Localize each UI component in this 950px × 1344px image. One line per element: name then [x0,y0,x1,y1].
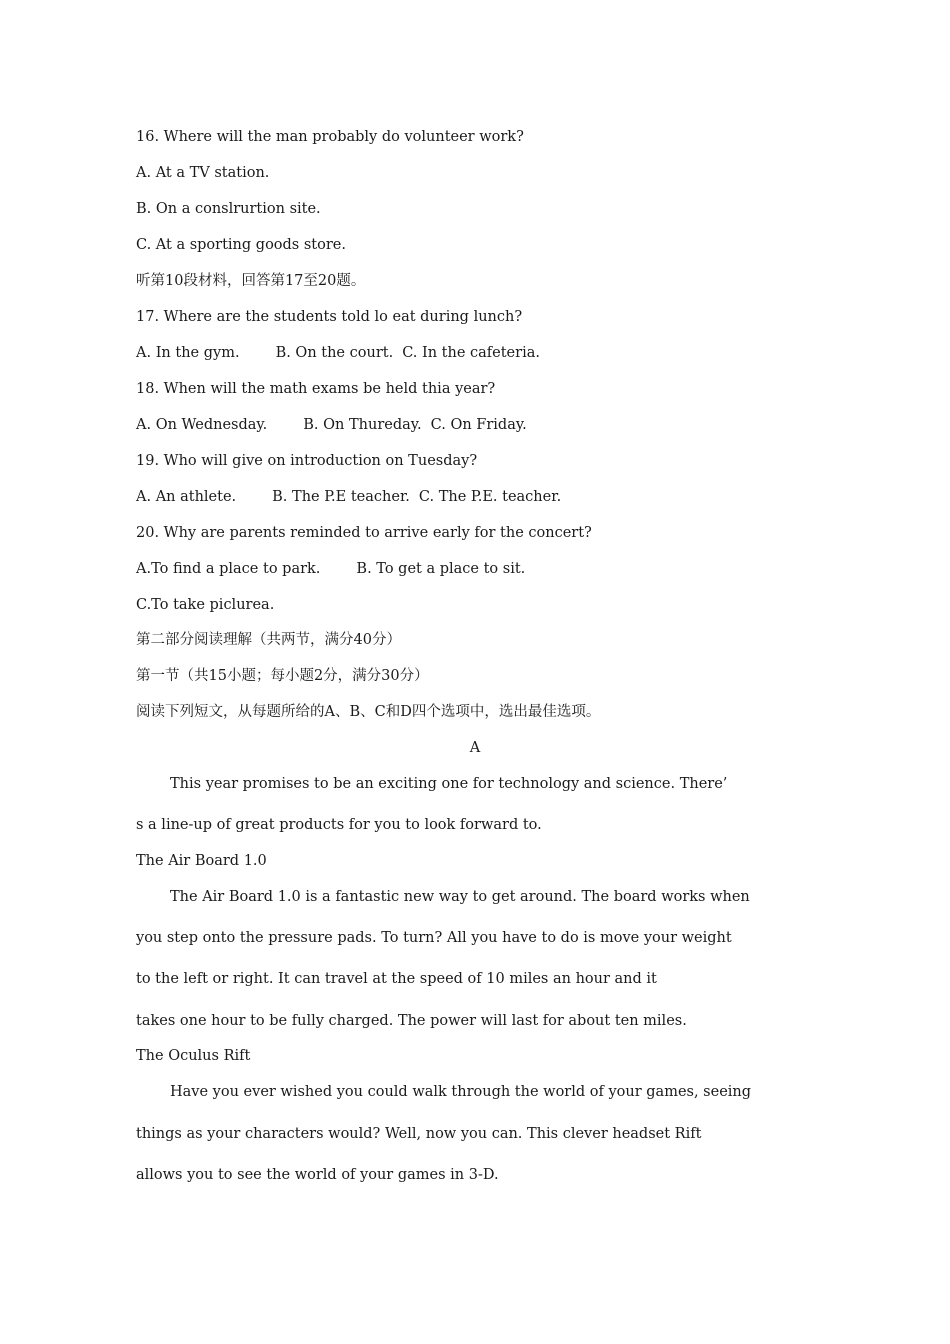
q19-options [136,487,561,507]
passage-letter: A [469,740,481,756]
product1-line-1: The Air Board 1.0 is a fantastic new way to get around. The board works when [170,889,750,905]
q16-question: 16. Where will the man probably do volunteer work? [136,129,524,145]
reading-section-heading: 第一节（共15小题；每小题2分，满分30分） [136,668,429,684]
q18-option-b: B. On Thureday. [303,417,422,433]
q20-option-c: C.To take piclurea. [136,597,275,613]
q17-option-b: B. On the court. [275,345,394,361]
q17-option-a: A. In the gym. [136,345,240,361]
q17-options [136,343,540,363]
q18-question: 18. When will the math exams be held thia year? [136,381,496,397]
q17-option-c: C. In the cafeteria. [402,345,540,361]
q16-option-b: B. On a conslrurtion site. [136,201,321,217]
reading-instruction: 阅读下列短文，从每题所给的A、B、C和D四个选项中，选出最佳选项。 [136,704,601,720]
product1-line-3: to the left or right. It can travel at the speed of 10 miles an hour and it [136,971,657,987]
product2-line-3: allows you to see the world of your games in 3-D. [136,1167,499,1183]
reading-part-heading: 第二部分阅读理解（共两节，满分40分） [136,632,401,648]
intro-line-2: s a line-up of great products for you to look forward to. [136,817,542,833]
q19-option-b: B. The P.E teacher. [272,489,410,505]
product2-title: The Oculus Rift [136,1048,251,1064]
q19-question: 19. Who will give on introduction on Tuesday? [136,453,478,469]
q16-option-a: A. At a TV station. [136,165,270,181]
product1-title: The Air Board 1.0 [136,853,267,869]
q16-option-c: C. At a sporting goods store. [136,237,346,253]
q20-option-a: A.To find a place to park. [136,561,321,577]
q20-options-ab [136,559,525,579]
intro-line-1: This year promises to be an exciting one for technology and science. There’ [170,776,728,792]
q20-question: 20. Why are parents reminded to arrive early for the concert? [136,525,592,541]
q17-question: 17. Where are the students told lo eat during lunch? [136,309,523,325]
q18-options [136,415,527,435]
product2-line-2: things as your characters would? Well, now you can. This clever headset Rift [136,1126,702,1142]
product1-line-4: takes one hour to be fully charged. The power will last for about ten miles. [136,1013,687,1029]
q19-option-c: C. The P.E. teacher. [418,489,562,505]
q19-option-a: A. An athlete. [136,489,237,505]
section10-instruction: 听第10段材料，回答第17至20题。 [136,273,366,289]
q18-option-c: C. On Friday. [430,417,527,433]
q18-option-a: A. On Wednesday. [136,417,268,433]
q20-option-b: B. To get a place to sit. [356,561,526,577]
product2-line-1: Have you ever wished you could walk through the world of your games, seeing [170,1084,752,1100]
product1-line-2: you step onto the pressure pads. To turn? All you have to do is move your weight [136,930,732,946]
